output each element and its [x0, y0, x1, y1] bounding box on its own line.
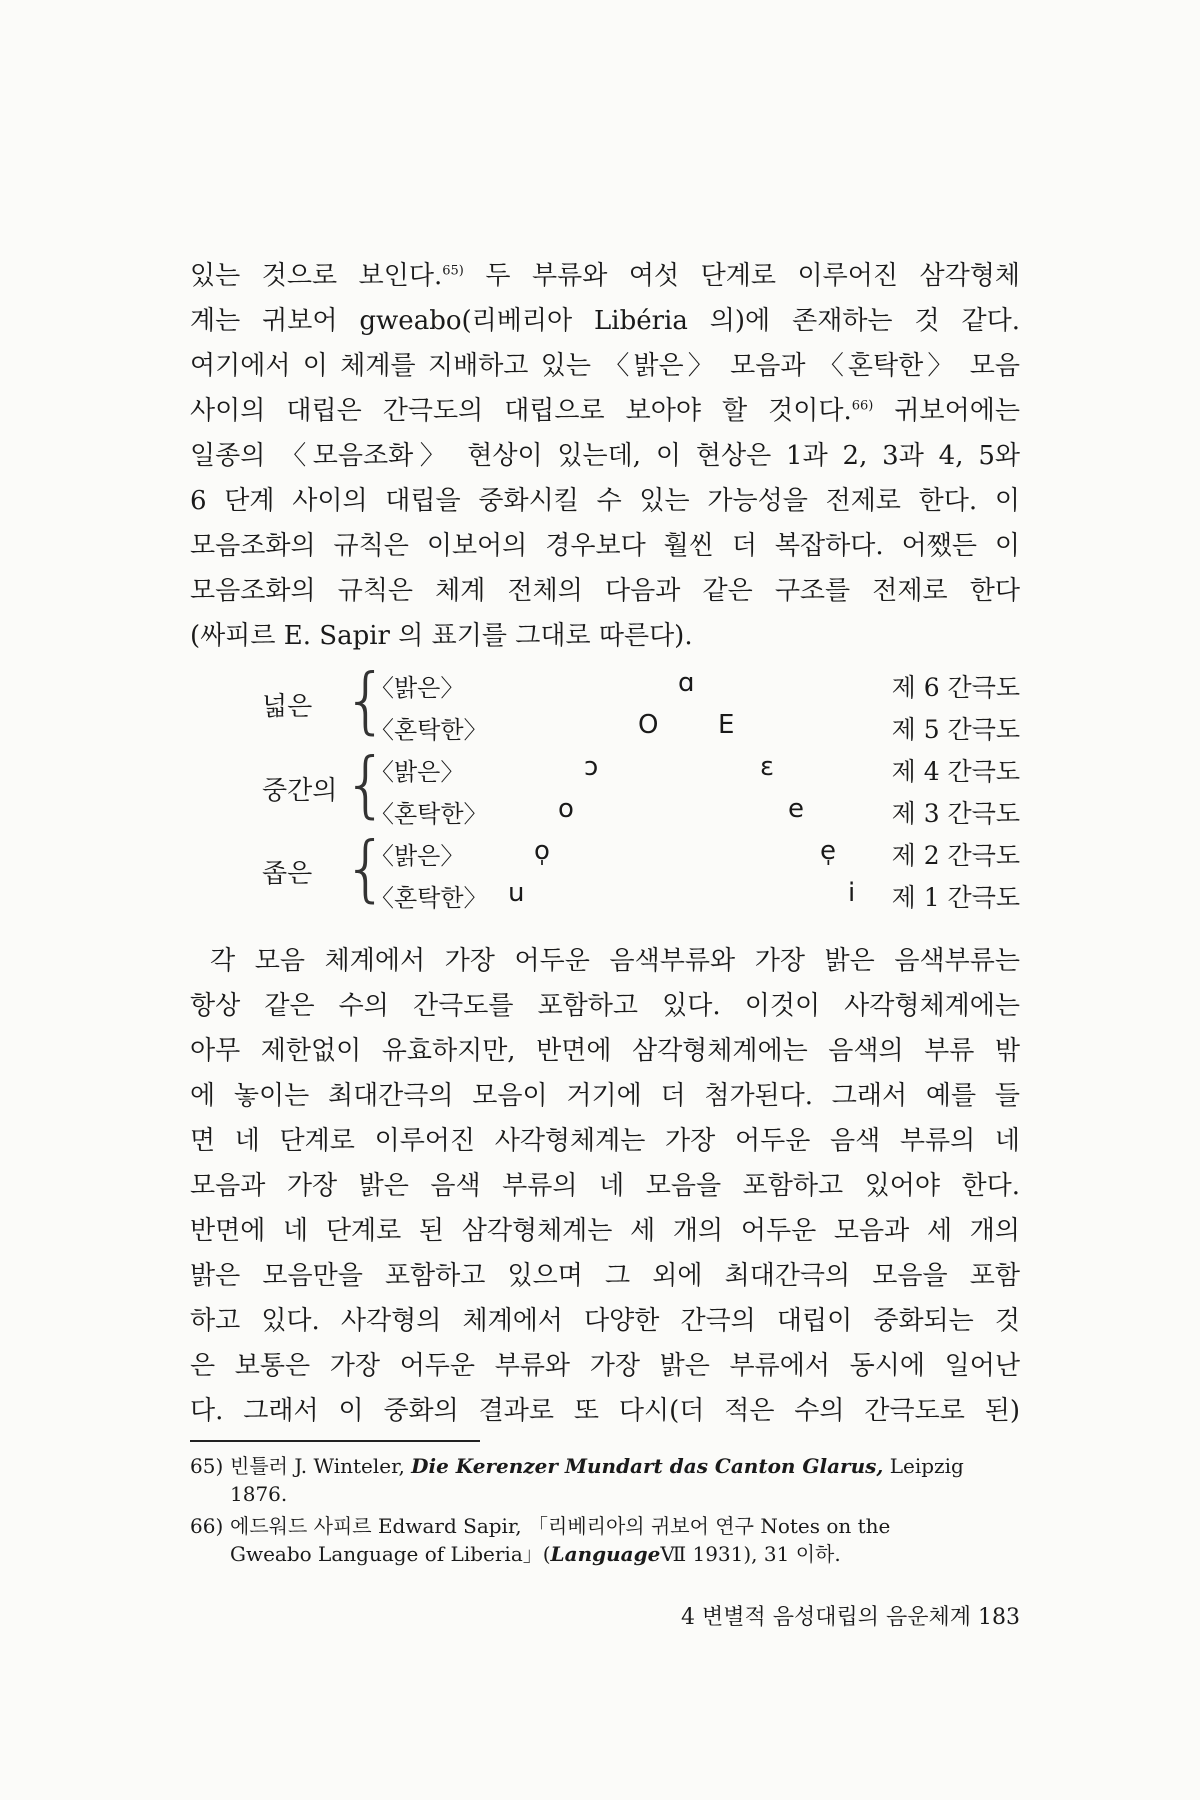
vowel-O: O [638, 710, 659, 740]
footnote-title: Die Kerenzer Mundart das Canton Glarus, [411, 1454, 884, 1478]
footnote-year: 1876. [230, 1482, 288, 1506]
footnote-divider [190, 1440, 480, 1442]
vowel-E: E [718, 710, 735, 740]
footnote-number: 65) [190, 1454, 224, 1478]
footnote-place: Leipzig [889, 1454, 964, 1478]
text-line: 에 놓이는 최대간극의 모음이 거기에 더 첨가된다. 그래서 예를 들 [190, 1081, 1020, 1111]
category-murky: 〈혼탁한〉 [370, 800, 488, 828]
group-label-wide: 넓은 [262, 692, 313, 722]
brace-icon: { [343, 742, 389, 826]
footnote-continuation: Gweabo Language of Liberia」(LanguageⅦ 1931), 31 이하. [230, 1542, 841, 1566]
footnote-ref-66: 66) [851, 398, 874, 414]
text-line: 모음과 가장 밝은 음색 부류의 네 모음을 포함하고 있어야 한다. [190, 1171, 1020, 1201]
vowel-o-sub: o̩ [534, 836, 550, 866]
vowel-open-e: ɛ [760, 752, 775, 782]
text-line: 은 보통은 가장 어두운 부류와 가장 밝은 부류에서 동시에 일어난 [190, 1351, 1020, 1381]
vowel-u: u [508, 878, 525, 908]
vowel-open-o: ɔ [584, 752, 599, 782]
text-line: 있는 것으로 보인다.$^{65)}$ 두 부류와 여섯 단계로 이루어진 삼각형체 [190, 261, 1021, 291]
text-line: 각 모음 체계에서 가장 어두운 음색부류와 가장 밝은 음색부류는 [210, 946, 1020, 976]
footnote-title-start: Notes on the [760, 1514, 891, 1538]
text-line: (싸피르 E. Sapir 의 표기를 그대로 따른다). [190, 621, 693, 651]
footnote-ref-65: 65) [442, 263, 464, 279]
paragraph-1 [190, 254, 1020, 659]
footnote-65 [190, 1452, 1020, 1508]
category-bright: 〈밝은〉 [370, 758, 465, 786]
degree-3: 제 3 간극도 [891, 799, 1020, 828]
degree-5: 제 5 간극도 [891, 715, 1020, 744]
footnote-author: 에드워드 사피르 Edward Sapir, [230, 1514, 522, 1538]
degree-1: 제 1 간극도 [891, 883, 1020, 912]
footnote-66 [190, 1512, 1020, 1568]
vowel-i: i [848, 878, 856, 908]
journal-title: Language [550, 1542, 661, 1566]
text-line: 계는 귀보어 gweabo(리베리아 Libéria 의)에 존재하는 것 같다. [190, 306, 1020, 336]
brace-icon: { [343, 826, 389, 910]
vowel-o: o [558, 794, 574, 824]
text-line: 6 단계 사이의 대립을 중화시킬 수 있는 가능성을 전제로 한다. 이 [190, 486, 1020, 516]
text-line: 밝은 모음만을 포함하고 있으며 그 외에 최대간극의 모음을 포함 [190, 1261, 1020, 1291]
degree-2: 제 2 간극도 [891, 841, 1020, 870]
degree-4: 제 4 간극도 [891, 757, 1020, 786]
vowel-e-sub: e̩ [820, 836, 836, 866]
text-line: 면 네 단계로 이루어진 사각형체계는 가장 어두운 음색 부류의 네 [190, 1126, 1020, 1156]
text-line: 사이의 대립은 간극도의 대립으로 보아야 할 것이다.$^{66)}$ 귀보어에는 [190, 396, 1020, 426]
text-line: 항상 같은 수의 간극도를 포함하고 있다. 이것이 사각형체계에는 [190, 991, 1020, 1021]
text-line: 여기에서 이 체계를 지배하고 있는 〈밝은〉 모음과 〈혼탁한〉 모음 [190, 351, 1020, 381]
degree-6: 제 6 간극도 [891, 673, 1020, 702]
category-bright: 〈밝은〉 [370, 674, 465, 702]
text-line: 모음조화의 규칙은 이보어의 경우보다 훨씬 더 복잡하다. 어쨌든 이 [190, 531, 1020, 561]
text-line: 모음조화의 규칙은 체계 전체의 다음과 같은 구조를 전제로 한다 [190, 576, 1020, 606]
category-murky: 〈혼탁한〉 [370, 884, 488, 912]
text-line: 하고 있다. 사각형의 체계에서 다양한 간극의 대립이 중화되는 것 [190, 1306, 1020, 1336]
paragraph-2 [190, 939, 1020, 1434]
brace-icon: { [343, 658, 389, 742]
vowel-a: ɑ [678, 668, 695, 698]
running-footer-page-number: 4 변별적 음성대립의 음운체계 183 [681, 1605, 1020, 1630]
vowel-e: e [788, 794, 804, 824]
group-label-middle: 중간의 [262, 776, 338, 806]
footnote-author: 빈틀러 J. Winteler, [230, 1454, 405, 1478]
text-line: 다. 그래서 이 중화의 결과로 또 다시(더 적은 수의 간극도로 된) [190, 1396, 1020, 1426]
footnote-korean-title: 「리베리아의 귀보어 연구 [528, 1514, 754, 1538]
group-label-narrow: 좁은 [262, 859, 313, 889]
category-murky: 〈혼탁한〉 [370, 716, 488, 744]
text-line: 아무 제한없이 유효하지만, 반면에 삼각형체계에는 음색의 부류 밖 [190, 1036, 1020, 1066]
footnote-number: 66) [190, 1514, 224, 1538]
category-bright: 〈밝은〉 [370, 842, 465, 870]
text-line: 반면에 네 단계로 된 삼각형체계는 세 개의 어두운 모음과 세 개의 [190, 1216, 1020, 1246]
text-line: 일종의 〈모음조화〉 현상이 있는데, 이 현상은 1과 2, 3과 4, 5와 [190, 441, 1020, 471]
